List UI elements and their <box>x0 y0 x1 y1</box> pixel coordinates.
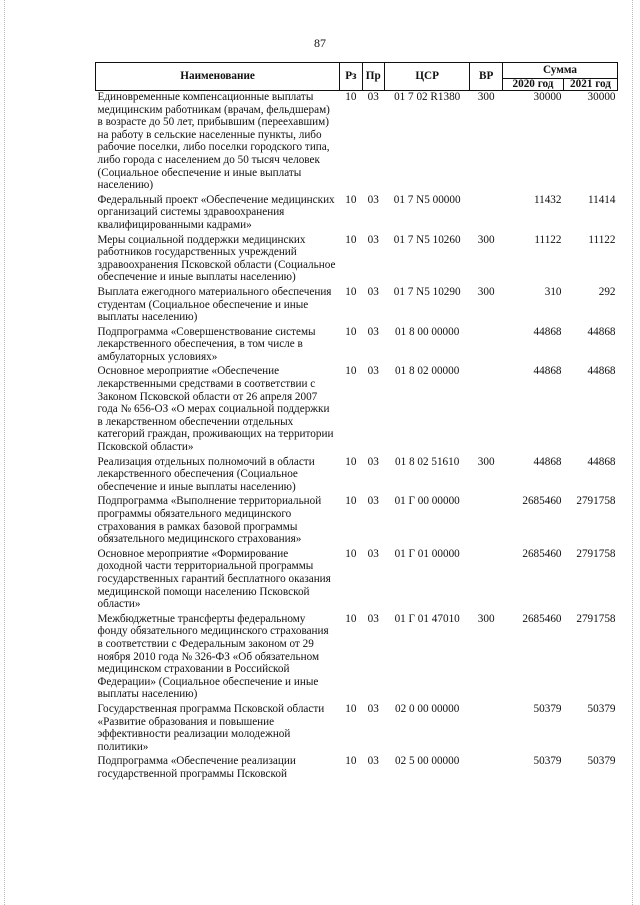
row-vr <box>470 326 503 366</box>
row-sum-2020: 11122 <box>534 233 562 246</box>
row-csr: 01 Г 00 00000 <box>394 495 460 508</box>
row-pr: 03 <box>367 612 379 625</box>
row-name: Государственная программа Псковской области «Развитие образования и повышение эффективности реализации молодежной политики» <box>97 702 325 753</box>
header-name: Наименование <box>96 63 340 91</box>
row-pr: 03 <box>367 233 379 246</box>
row-rz: 10 <box>345 495 357 508</box>
row-name: Подпрограмма «Обеспечение реализации государственной программы Псковской <box>97 755 296 780</box>
row-pr: 03 <box>367 755 379 768</box>
table-row <box>96 495 618 547</box>
row-sum-2021: 2791758 <box>576 547 616 560</box>
row-sum-2021: 50379 <box>587 755 616 768</box>
row-sum-2020: 44868 <box>533 325 562 338</box>
row-vr: 300 <box>477 612 495 625</box>
header-year-2020: 2020 год <box>502 79 563 91</box>
row-pr: 03 <box>367 193 379 206</box>
row-vr <box>470 365 503 455</box>
row-rz: 10 <box>345 233 357 246</box>
row-csr: 01 7 N5 10290 <box>393 285 461 298</box>
header-year-2021: 2021 год <box>564 79 618 91</box>
row-sum-2021: 44868 <box>587 455 616 468</box>
row-csr: 02 5 00 00000 <box>395 755 460 768</box>
row-csr: 02 0 00 00000 <box>395 702 460 715</box>
row-name: Федеральный проект «Обеспечение медицинских организаций системы здравоохранения квалифицированными кадрами» <box>97 193 335 231</box>
row-vr: 300 <box>477 233 495 246</box>
row-csr: 01 8 00 00000 <box>395 325 460 338</box>
table-row <box>96 194 618 234</box>
header-pr: Пр <box>362 63 384 91</box>
row-pr: 03 <box>367 285 379 298</box>
row-rz: 10 <box>345 547 357 560</box>
row-name: Меры социальной поддержки медицинских работников государственных учреждений здравоохранения Псковской области (Социальное обеспечение и иные выплаты населению) <box>97 233 336 284</box>
table-row <box>96 365 618 455</box>
table-row <box>96 91 618 194</box>
budget-table <box>95 62 618 782</box>
row-pr: 03 <box>367 455 379 468</box>
table-row <box>96 703 618 755</box>
table-row <box>96 755 618 782</box>
row-vr: 300 <box>477 455 495 468</box>
row-sum-2021: 44868 <box>587 325 616 338</box>
table-row <box>96 286 618 326</box>
row-vr <box>470 755 503 782</box>
row-csr: 01 7 N5 10260 <box>393 233 461 246</box>
row-name: Подпрограмма «Совершенствование системы лекарственного обеспечения, в том числе в амбулаторных условиях» <box>97 325 316 363</box>
header-rz: Рз <box>340 63 362 91</box>
row-sum-2020: 2685460 <box>522 547 562 560</box>
row-name: Основное мероприятие «Формирование доходной части территориальной программы государственных гарантий бесплатного оказания медицинской помощи населению Псковской области» <box>97 547 331 611</box>
row-rz: 10 <box>345 755 357 768</box>
row-pr: 03 <box>367 547 379 560</box>
table-row <box>96 326 618 366</box>
table-row <box>96 548 618 613</box>
row-sum-2020: 11432 <box>533 193 562 206</box>
row-pr: 03 <box>367 495 379 508</box>
row-sum-2020: 50379 <box>533 702 562 715</box>
row-sum-2020: 310 <box>544 285 562 298</box>
row-name: Подпрограмма «Выполнение территориальной программы обязательного медицинского страхования в рамках базовой программы обязательного медицинского страхования» <box>97 495 322 546</box>
row-rz: 10 <box>345 612 357 625</box>
row-sum-2021: 30000 <box>587 91 616 103</box>
row-rz: 10 <box>345 455 357 468</box>
row-sum-2020: 2685460 <box>522 612 562 625</box>
row-rz: 10 <box>345 702 357 715</box>
row-rz: 10 <box>345 285 357 298</box>
row-vr <box>470 548 503 613</box>
row-sum-2020: 30000 <box>533 91 562 103</box>
row-sum-2020: 44868 <box>533 365 562 378</box>
table-row <box>96 613 618 703</box>
row-sum-2021: 11414 <box>587 193 616 206</box>
row-pr: 03 <box>367 702 379 715</box>
row-pr: 03 <box>367 91 379 103</box>
row-sum-2020: 44868 <box>533 455 562 468</box>
table-header <box>96 63 618 91</box>
row-vr <box>470 194 503 234</box>
row-name: Единовременные компенсационные выплаты медицинским работникам (врачам, фельдшерам) в возрасте до 50 лет, прибывшим (переехавшим) на работу в сельские населенные пункты, либо рабочие поселки, либо поселки городского типа, либо города с населением до 50 тысяч человек (Социальное обеспечение и иные выплаты населению) <box>97 91 330 192</box>
row-rz: 10 <box>345 193 357 206</box>
row-csr: 01 Г 01 00000 <box>394 547 460 560</box>
table-body <box>96 91 618 783</box>
row-sum-2020: 2685460 <box>522 495 562 508</box>
row-csr: 01 8 02 00000 <box>395 365 460 378</box>
row-name: Выплата ежегодного материального обеспечения студентам (Социальное обеспечение и иные выплаты населению) <box>97 285 332 324</box>
row-sum-2021: 50379 <box>587 702 616 715</box>
row-csr: 01 8 02 51610 <box>395 455 460 468</box>
row-vr: 300 <box>477 91 495 103</box>
page-number: 87 <box>314 36 326 50</box>
row-vr <box>470 495 503 547</box>
row-sum-2021: 2791758 <box>576 495 616 508</box>
row-csr: 01 7 02 R1380 <box>394 91 461 103</box>
row-rz: 10 <box>345 365 357 378</box>
row-csr: 01 7 N5 00000 <box>393 193 461 206</box>
row-name: Реализация отдельных полномочий в области лекарственного обеспечения (Социальное обеспечение и иные выплаты населению) <box>97 455 315 493</box>
row-vr <box>470 703 503 755</box>
row-csr: 01 Г 01 47010 <box>394 612 460 625</box>
table-row <box>96 234 618 286</box>
row-pr: 03 <box>367 365 379 378</box>
row-rz: 10 <box>345 91 357 103</box>
scan-edge-left <box>4 0 6 905</box>
table-row <box>96 456 618 496</box>
row-name: Основное мероприятие «Обеспечение лекарственными средствами в соответствии с Законом Псковской области от 26 апреля 2007 года № 656-ОЗ «О мерах социальной поддержки в лекарственном обеспечении отдельных категорий граждан, проживающих на территории Псковской области» <box>97 365 334 454</box>
row-rz: 10 <box>345 325 357 338</box>
row-vr: 300 <box>477 285 495 298</box>
row-sum-2021: 2791758 <box>576 612 616 625</box>
header-csr: ЦСР <box>384 63 469 91</box>
scan-edge-right <box>632 0 634 905</box>
row-name: Межбюджетные трансферты федеральному фонду обязательного медицинского страхования в соответствии с Федеральным законом от 29 ноября 2010 года № 326-ФЗ «Об обязательном медицинском страховании в Российской Федерации» (Социальное обеспечение и иные выплаты населению) <box>97 612 329 701</box>
row-sum-2020: 50379 <box>533 755 562 768</box>
header-sum: Сумма <box>502 63 617 79</box>
row-pr: 03 <box>367 325 379 338</box>
row-sum-2021: 11122 <box>588 233 616 246</box>
header-vr: ВР <box>470 63 503 91</box>
row-sum-2021: 292 <box>598 285 616 298</box>
row-sum-2021: 44868 <box>587 365 616 378</box>
